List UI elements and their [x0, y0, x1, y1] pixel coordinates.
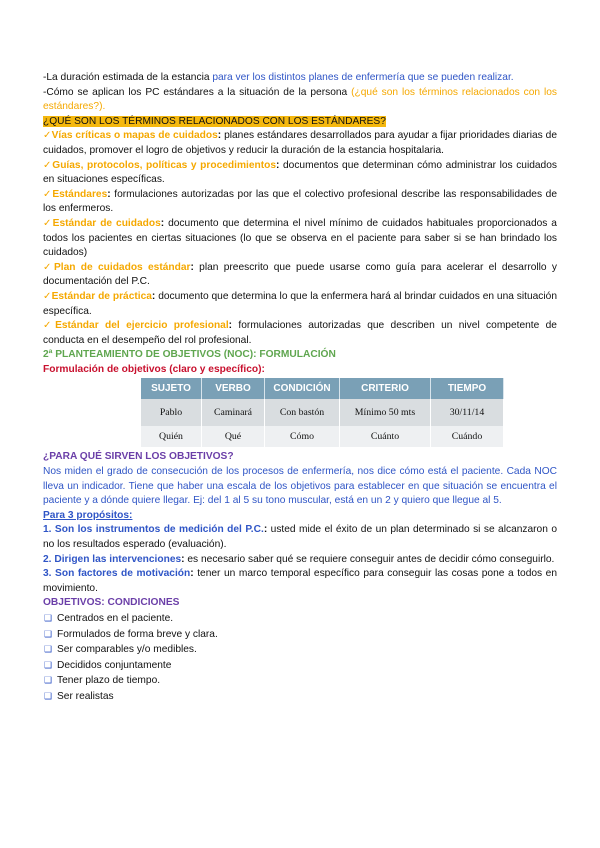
- term-item: [43, 188, 557, 217]
- term-name: Estándar del ejercicio profesional: [55, 320, 229, 332]
- term-definition: documentos que determinan cómo administrar los cuidados en situaciones específicas.: [43, 159, 557, 186]
- intro-line-2-text: -Cómo se aplican los PC estándares a la situación de la persona: [43, 86, 352, 98]
- formulation-title: Formulación de objetivos (claro y específico):: [43, 363, 265, 375]
- purpose-number: 3.: [43, 568, 52, 580]
- purpose-term: Son factores de motivación: [51, 568, 191, 580]
- checkbox-bullet-icon: ❑: [44, 675, 53, 686]
- term-colon: :: [107, 188, 111, 200]
- term-item: [43, 261, 557, 290]
- term-item: [43, 319, 557, 348]
- purpose-number: 1.: [43, 524, 52, 536]
- table-header-cell: TIEMPO: [431, 378, 504, 399]
- purposes-title: [43, 509, 557, 524]
- table-cell: Cuánto: [340, 426, 431, 447]
- term-colon: :: [160, 217, 165, 229]
- term-name: Estándar de cuidados: [52, 217, 161, 229]
- checkbox-bullet-icon: ❑: [44, 659, 53, 670]
- term-item: [43, 290, 557, 319]
- purpose-colon: :: [190, 568, 194, 580]
- term-definition: documento que determina el nivel mínimo de cuidados habituales proporcionados a todos los pacientes en ciertas situaciones (lo que se observa en el paciente para saber si se han brindado los cuidados): [43, 217, 557, 259]
- table-header-cell: CONDICIÓN: [265, 378, 340, 399]
- purpose-text: usted mide el éxito de un plan determinado si se alcanzaron o no los resultados esperado (evaluación).: [43, 524, 557, 551]
- table-row: [141, 426, 504, 447]
- purpose-term: Dirigen las intervenciones: [51, 553, 182, 565]
- purpose-item: [43, 553, 557, 568]
- list-item-text: Decididos conjuntamente: [57, 659, 172, 671]
- table-cell: Caminará: [202, 399, 265, 426]
- table-cell: Cómo: [265, 426, 340, 447]
- checkbox-bullet-icon: ❑: [44, 628, 53, 639]
- term-definition: plan preescrito que puede usarse como guía para acelerar el desarrollo y documentación del P.C.: [43, 261, 557, 288]
- conditions-list: [43, 611, 557, 705]
- term-colon: :: [151, 290, 156, 302]
- list-item: [43, 642, 557, 658]
- section-question-heading: [43, 115, 557, 130]
- check-icon: ✓: [43, 217, 53, 229]
- term-definition: formulaciones autorizadas por las que el colectivo profesional describe las responsabilidades de los enfermeros.: [43, 188, 557, 215]
- purpose-colon: :: [181, 553, 185, 565]
- term-colon: :: [228, 320, 233, 332]
- purpose-colon: :: [263, 524, 268, 536]
- term-name: Estándares: [52, 188, 108, 200]
- why-objectives-title: ¿PARA QUÉ SIRVEN LOS OBJETIVOS?: [43, 451, 234, 463]
- list-item-text: Ser comparables y/o medibles.: [57, 644, 197, 656]
- purpose-text: tener un marco temporal específico para conseguir las cosas pone a todos en movimiento.: [43, 568, 557, 594]
- term-colon: :: [190, 261, 194, 273]
- section-question-text: ¿QUÉ SON LOS TÉRMINOS RELACIONADOS CON LOS ESTÁNDARES?: [43, 115, 386, 127]
- table-cell: 30/11/14: [431, 399, 504, 426]
- table-header-cell: CRITERIO: [340, 378, 431, 399]
- intro-line-2: [43, 86, 557, 115]
- purpose-number: 2.: [43, 553, 52, 565]
- term-name: Vías críticas o mapas de cuidados: [51, 130, 218, 142]
- check-icon: ✓: [43, 320, 56, 332]
- section-2-title: 2ª PLANTEAMIENTO DE OBJETIVOS (NOC): FORMULACIÓN: [43, 349, 336, 361]
- term-colon: :: [217, 130, 222, 142]
- term-item: [43, 159, 557, 188]
- checkbox-bullet-icon: ❑: [44, 644, 53, 655]
- list-item: [43, 673, 557, 689]
- term-name: Estándar de práctica: [51, 290, 152, 302]
- checkbox-bullet-icon: ❑: [44, 690, 53, 701]
- purposes-title-text: Para 3 propósitos:: [43, 509, 133, 521]
- term-name: Plan de cuidados estándar: [54, 261, 191, 273]
- why-objectives-text: Nos miden el grado de consecución de los procesos de enfermería, nos dice cómo está el paciente. Cada NOC lleva un indicador. Tiene que haber una escala de los objetivos para establecer en que situación se encuentra el paciente y a dónde quiere llegar. Ej: del 1 al 5 su tono muscular, está en un 2 y quiero que llegue al 5.: [43, 466, 557, 507]
- check-icon: ✓: [43, 130, 52, 142]
- list-item: [43, 658, 557, 674]
- purpose-item: [43, 523, 557, 552]
- term-name: Guías, protocolos, políticas y procedimientos: [52, 159, 277, 171]
- list-item: [43, 611, 557, 627]
- table-cell: Cuándo: [431, 426, 504, 447]
- term-item: [43, 129, 557, 158]
- purpose-text: es necesario saber qué se requiere conseguir antes de decidir cómo conseguirlo.: [184, 553, 555, 565]
- table-cell: Qué: [202, 426, 265, 447]
- terms-list: [43, 129, 557, 348]
- conditions-title: OBJETIVOS: CONDICIONES: [43, 597, 180, 609]
- objectives-table: [141, 378, 504, 447]
- table-cell: Pablo: [141, 399, 202, 426]
- list-item-text: Formulados de forma breve y clara.: [57, 628, 218, 640]
- check-icon: ✓: [43, 159, 53, 171]
- term-definition: formulaciones autorizadas que describen un nivel competente de conducta en el desempeño del rol profesional.: [43, 320, 557, 346]
- term-definition: documento que determina lo que la enfermera hará al brindar cuidados en una situación específica.: [43, 290, 557, 317]
- table-cell: Mínimo 50 mts: [340, 399, 431, 426]
- purposes-list: [43, 523, 557, 596]
- table-cell: Quién: [141, 426, 202, 447]
- checkbox-bullet-icon: ❑: [44, 613, 53, 623]
- intro-line-2-highlight: (¿qué son los términos relacionados con los estándares?).: [43, 86, 557, 113]
- intro-line-1-highlight: para ver los distintos planes de enfermería que se pueden realizar.: [212, 72, 514, 83]
- intro-line-1: [43, 71, 557, 86]
- purpose-term: Son los instrumentos de medición del P.C.: [51, 524, 264, 536]
- check-icon: ✓: [43, 290, 52, 302]
- term-item: [43, 217, 557, 261]
- check-icon: ✓: [43, 188, 53, 200]
- check-icon: ✓: [43, 261, 54, 273]
- table-header-cell: SUJETO: [141, 378, 202, 399]
- list-item: [43, 689, 557, 705]
- list-item-text: Tener plazo de tiempo.: [57, 675, 161, 687]
- purpose-item: [43, 567, 557, 596]
- term-definition: planes estándares desarrollados para ayudar a fijar prioridades diarias de cuidados, promover el logro de objetivos y reducir la duración de la estancia hospitalaria.: [43, 130, 557, 156]
- term-colon: :: [276, 159, 280, 171]
- table-header-row: [141, 378, 504, 399]
- table-row: [141, 399, 504, 426]
- document-content: [43, 71, 557, 705]
- list-item-text: Centrados en el paciente.: [57, 613, 174, 624]
- table-header-cell: VERBO: [202, 378, 265, 399]
- intro-line-1-text: -La duración estimada de la estancia: [43, 72, 213, 83]
- table-cell: Con bastón: [265, 399, 340, 426]
- list-item: [43, 627, 557, 643]
- list-item-text: Ser realistas: [57, 690, 114, 702]
